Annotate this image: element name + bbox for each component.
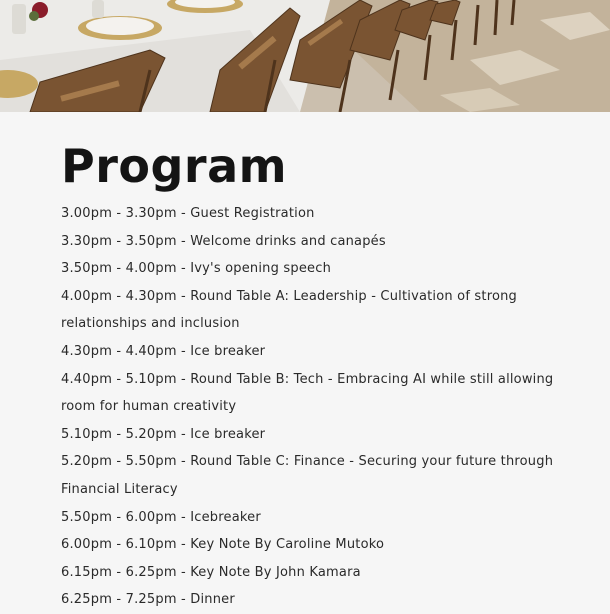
- schedule-item: 5.20pm - 5.50pm - Round Table C: Finance - Securing your future through Financial Literacy: [61, 454, 554, 497]
- schedule-item: 4.40pm - 5.10pm - Round Table B: Tech - Embracing AI while still allowing room for human creativity: [61, 371, 554, 415]
- page-title: Program: [61, 139, 288, 193]
- program-section: [61, 140, 561, 614]
- schedule-item: 6.15pm - 6.25pm - Key Note By John Kamara: [61, 564, 361, 580]
- schedule-list: [61, 200, 561, 614]
- schedule-item: 3.50pm - 4.00pm - Ivy's opening speech: [61, 261, 332, 277]
- schedule-item: 6.00pm - 6.10pm - Key Note By Caroline Mutoko: [61, 537, 385, 553]
- schedule-item: 3.00pm - 3.30pm - Guest Registration: [61, 206, 315, 221]
- schedule-item: 4.00pm - 4.30pm - Round Table A: Leadership - Cultivation of strong relationships and inclusion: [61, 288, 517, 332]
- schedule-item: 5.10pm - 5.20pm - Ice breaker: [61, 426, 266, 442]
- banquet-table-photo: [0, 0, 610, 112]
- schedule-item: 5.50pm - 6.00pm - Icebreaker: [61, 509, 261, 525]
- schedule-item: 3.30pm - 3.50pm - Welcome drinks and canapés: [61, 233, 386, 249]
- banquet-illustration: [0, 0, 610, 112]
- schedule-item: 4.30pm - 4.40pm - Ice breaker: [61, 343, 266, 359]
- schedule-item: 6.25pm - 7.25pm - Dinner: [61, 592, 235, 608]
